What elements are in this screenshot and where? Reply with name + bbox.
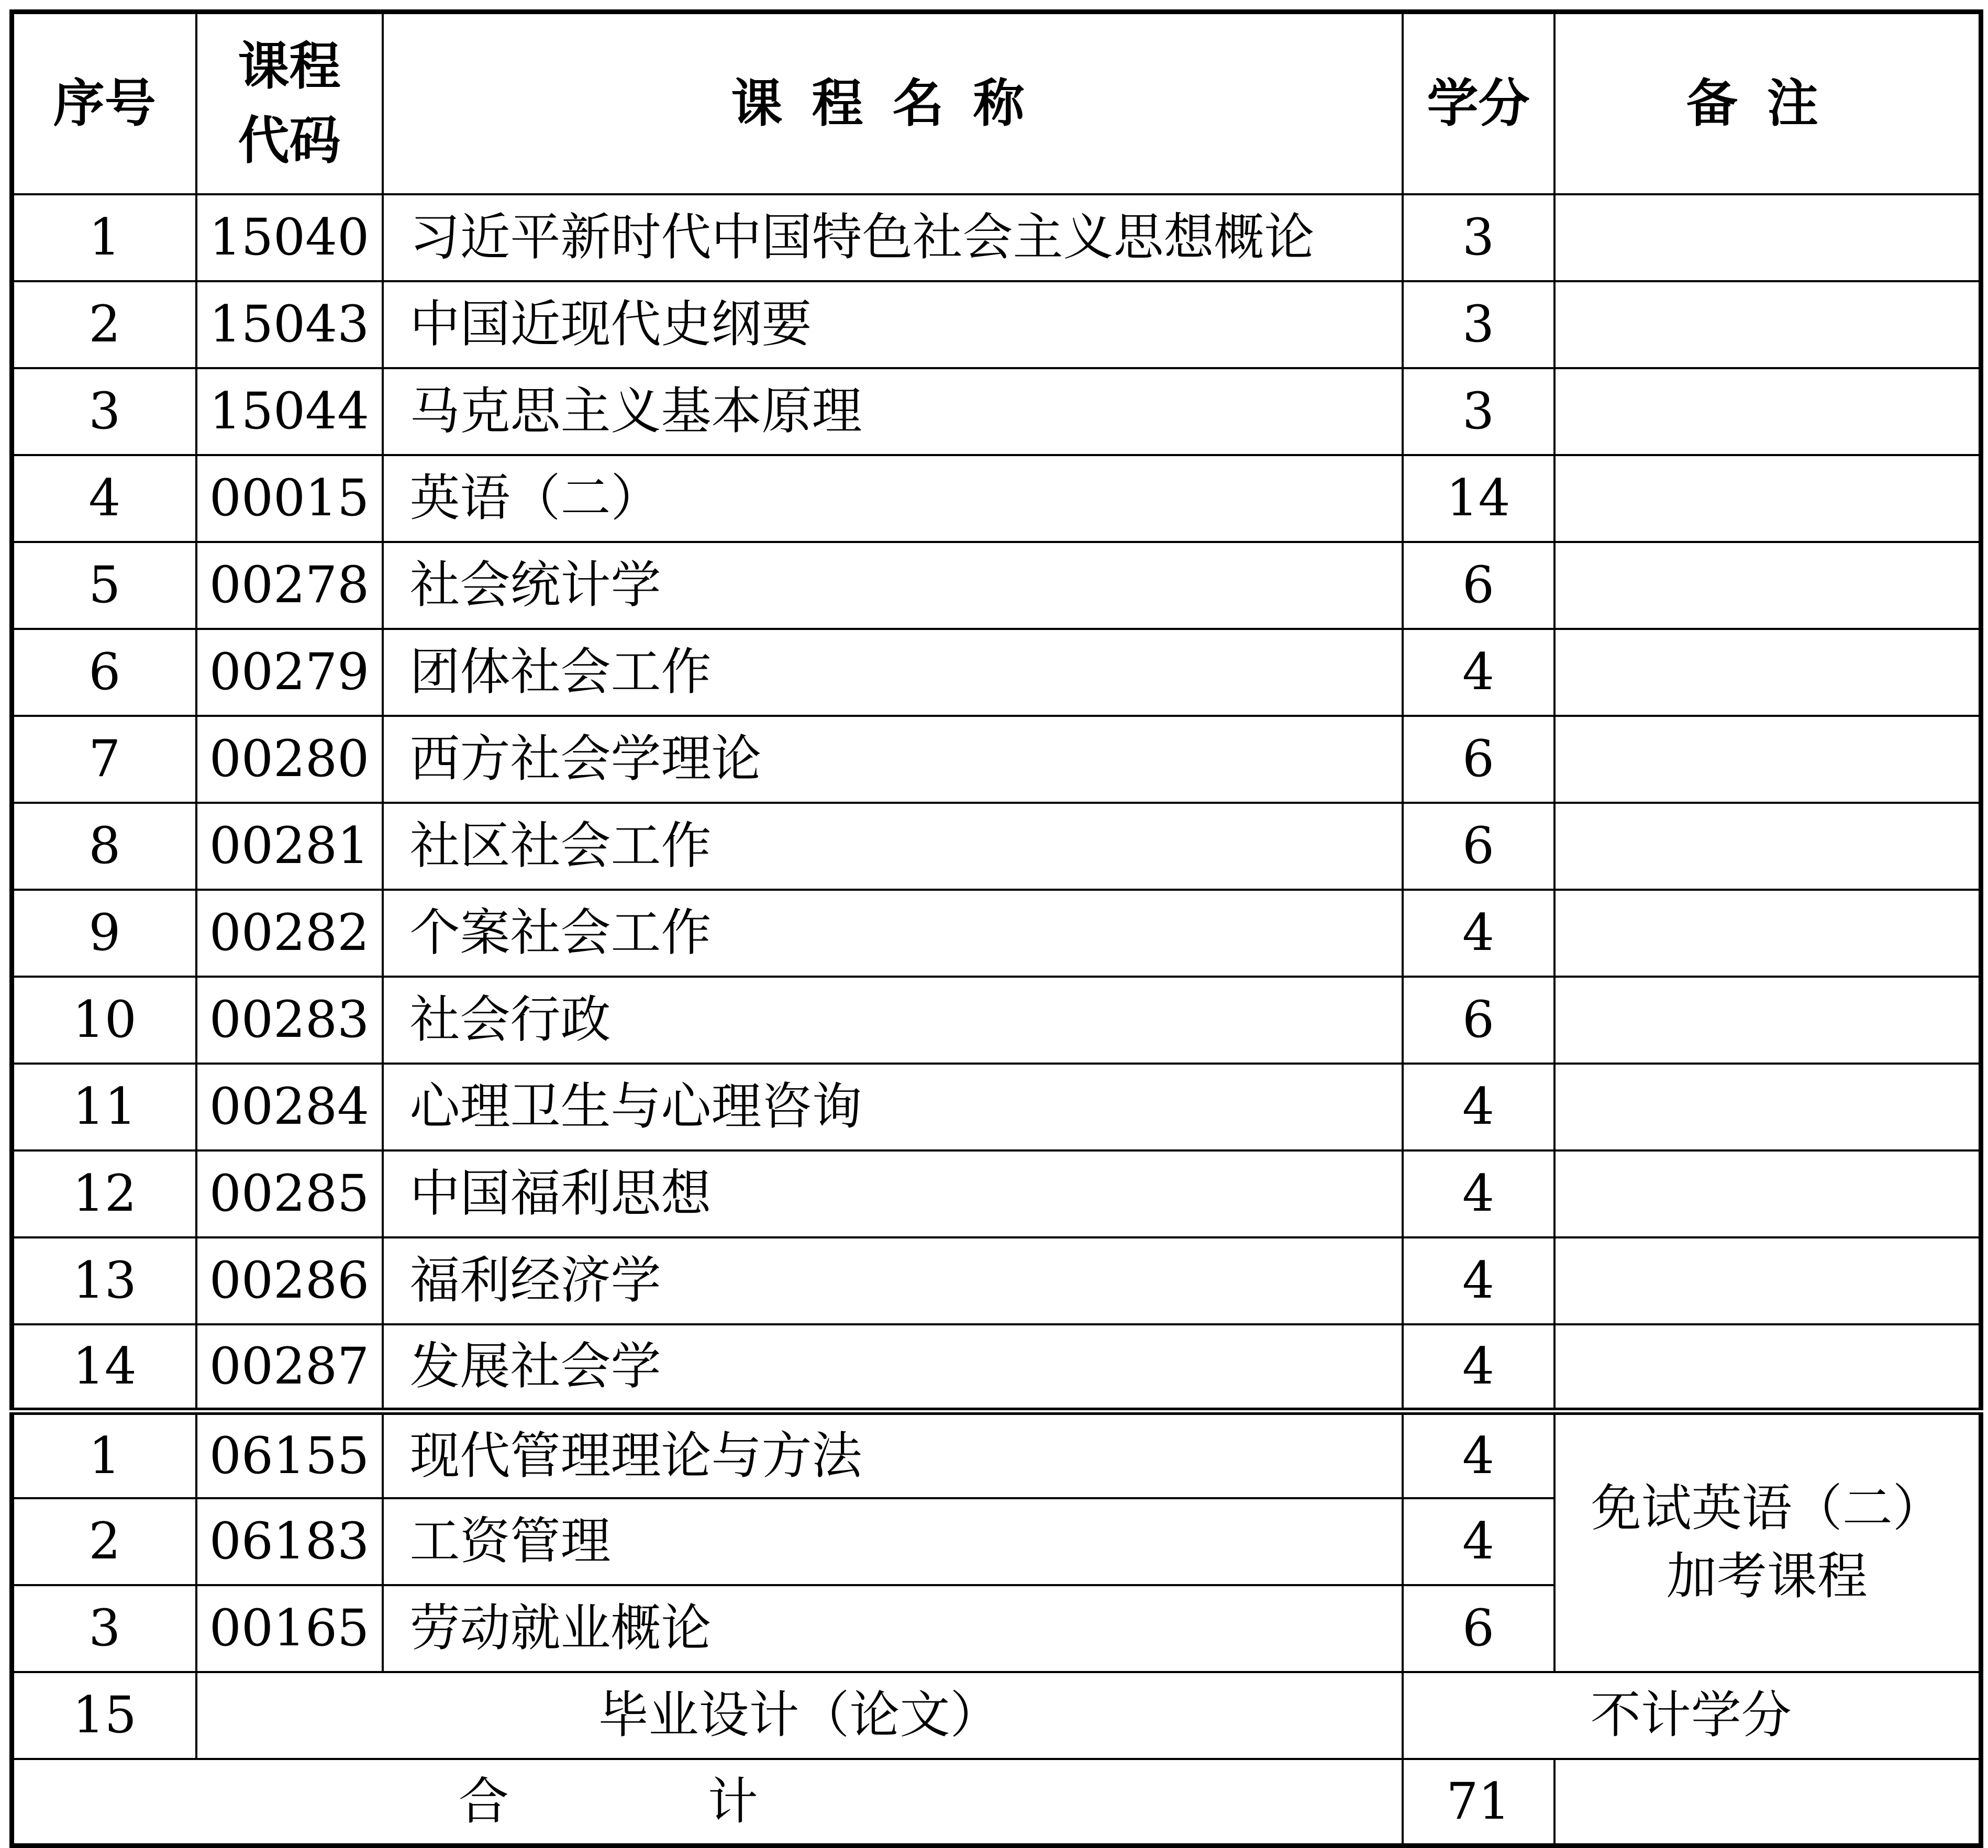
- row-note: [1554, 1237, 1981, 1324]
- row-code: 00287: [196, 1324, 383, 1411]
- row-seq: 9: [12, 890, 196, 977]
- alt-row-name: 现代管理理论与方法: [383, 1411, 1403, 1498]
- row-credit: 3: [1403, 368, 1554, 455]
- row-note: [1554, 194, 1981, 281]
- row-seq: 6: [12, 629, 196, 716]
- alt-table-row: [12, 1411, 1981, 1498]
- row-note: [1554, 455, 1981, 542]
- row-credit: 6: [1403, 542, 1554, 629]
- table-row: [12, 890, 1981, 977]
- alt-row-credit: 6: [1403, 1585, 1554, 1672]
- total-row: [12, 1759, 1981, 1846]
- row-name: 中国福利思想: [383, 1150, 1403, 1237]
- row-seq: 12: [12, 1150, 196, 1237]
- alt-row-credit: 4: [1403, 1498, 1554, 1585]
- row-code: 00286: [196, 1237, 383, 1324]
- row-note: [1554, 368, 1981, 455]
- row-name: 中国近现代史纲要: [383, 281, 1403, 368]
- row-seq: 1: [12, 194, 196, 281]
- row-name: 个案社会工作: [383, 890, 1403, 977]
- row-seq: 14: [12, 1324, 196, 1411]
- row-credit: 6: [1403, 803, 1554, 890]
- row-credit: 4: [1403, 890, 1554, 977]
- row-code: 00280: [196, 716, 383, 803]
- row-credit: 3: [1403, 281, 1554, 368]
- alt-row-name: 工资管理: [383, 1498, 1403, 1585]
- row-seq: 11: [12, 1064, 196, 1150]
- row-credit: 6: [1403, 716, 1554, 803]
- table-row: [12, 716, 1981, 803]
- row-seq: 5: [12, 542, 196, 629]
- course-table: [9, 9, 1983, 1848]
- row-code: 00279: [196, 629, 383, 716]
- thesis-seq: 15: [12, 1672, 196, 1759]
- row-credit: 3: [1403, 194, 1554, 281]
- row-code: 15044: [196, 368, 383, 455]
- row-name: 心理卫生与心理咨询: [383, 1064, 1403, 1150]
- alt-row-seq: 2: [12, 1498, 196, 1585]
- row-credit: 4: [1403, 1150, 1554, 1237]
- row-name: 英语（二）: [383, 455, 1403, 542]
- total-note: [1554, 1759, 1981, 1846]
- row-name: 团体社会工作: [383, 629, 1403, 716]
- alt-row-name: 劳动就业概论: [383, 1585, 1403, 1672]
- row-code: 00281: [196, 803, 383, 890]
- row-credit: 4: [1403, 1064, 1554, 1150]
- row-name: 马克思主义基本原理: [383, 368, 1403, 455]
- alt-row-credit: 4: [1403, 1411, 1554, 1498]
- row-name: 社会行政: [383, 977, 1403, 1064]
- row-seq: 3: [12, 368, 196, 455]
- header-note: 备注: [1554, 12, 1981, 194]
- row-seq: 2: [12, 281, 196, 368]
- row-credit: 4: [1403, 629, 1554, 716]
- table-row: [12, 194, 1981, 281]
- row-note: [1554, 542, 1981, 629]
- table-row: [12, 1324, 1981, 1411]
- alt-course-note: 免试英语（二）加考课程: [1554, 1411, 1981, 1672]
- row-name: 西方社会学理论: [383, 716, 1403, 803]
- table-row: [12, 1150, 1981, 1237]
- row-note: [1554, 716, 1981, 803]
- row-name: 社区社会工作: [383, 803, 1403, 890]
- row-name: 福利经济学: [383, 1237, 1403, 1324]
- row-credit: 4: [1403, 1324, 1554, 1411]
- alt-row-code: 00165: [196, 1585, 383, 1672]
- row-seq: 8: [12, 803, 196, 890]
- row-note: [1554, 803, 1981, 890]
- header-code: 课程代码: [196, 12, 383, 194]
- table-row: [12, 455, 1981, 542]
- table-row: [12, 542, 1981, 629]
- table-row: [12, 803, 1981, 890]
- table-row: [12, 368, 1981, 455]
- alt-row-seq: 3: [12, 1585, 196, 1672]
- row-note: [1554, 1150, 1981, 1237]
- table-row: [12, 1237, 1981, 1324]
- table-row: [12, 629, 1981, 716]
- row-seq: 13: [12, 1237, 196, 1324]
- row-note: [1554, 629, 1981, 716]
- row-code: 00278: [196, 542, 383, 629]
- thesis-name: 毕业设计（论文）: [196, 1672, 1403, 1759]
- row-note: [1554, 1324, 1981, 1411]
- thesis-row: [12, 1672, 1981, 1759]
- alt-row-code: 06183: [196, 1498, 383, 1585]
- alt-row-seq: 1: [12, 1411, 196, 1498]
- total-label: 合计: [12, 1759, 1403, 1846]
- row-note: [1554, 890, 1981, 977]
- row-code: 00282: [196, 890, 383, 977]
- row-code: 00285: [196, 1150, 383, 1237]
- row-seq: 10: [12, 977, 196, 1064]
- row-note: [1554, 977, 1981, 1064]
- row-note: [1554, 1064, 1981, 1150]
- table-row: [12, 977, 1981, 1064]
- row-credit: 6: [1403, 977, 1554, 1064]
- row-code: 15040: [196, 194, 383, 281]
- header-name: 课程名称: [383, 12, 1403, 194]
- row-code: 00284: [196, 1064, 383, 1150]
- row-credit: 14: [1403, 455, 1554, 542]
- row-name: 习近平新时代中国特色社会主义思想概论: [383, 194, 1403, 281]
- row-code: 00015: [196, 455, 383, 542]
- row-name: 发展社会学: [383, 1324, 1403, 1411]
- header-row: [12, 12, 1981, 194]
- row-name: 社会统计学: [383, 542, 1403, 629]
- row-code: 15043: [196, 281, 383, 368]
- row-seq: 4: [12, 455, 196, 542]
- thesis-note: 不计学分: [1403, 1672, 1981, 1759]
- row-seq: 7: [12, 716, 196, 803]
- row-note: [1554, 281, 1981, 368]
- row-credit: 4: [1403, 1237, 1554, 1324]
- row-code: 00283: [196, 977, 383, 1064]
- alt-row-code: 06155: [196, 1411, 383, 1498]
- header-credit: 学分: [1403, 12, 1554, 194]
- header-seq: 序号: [12, 12, 196, 194]
- table-row: [12, 1064, 1981, 1150]
- table-row: [12, 281, 1981, 368]
- total-credit: 71: [1403, 1759, 1554, 1846]
